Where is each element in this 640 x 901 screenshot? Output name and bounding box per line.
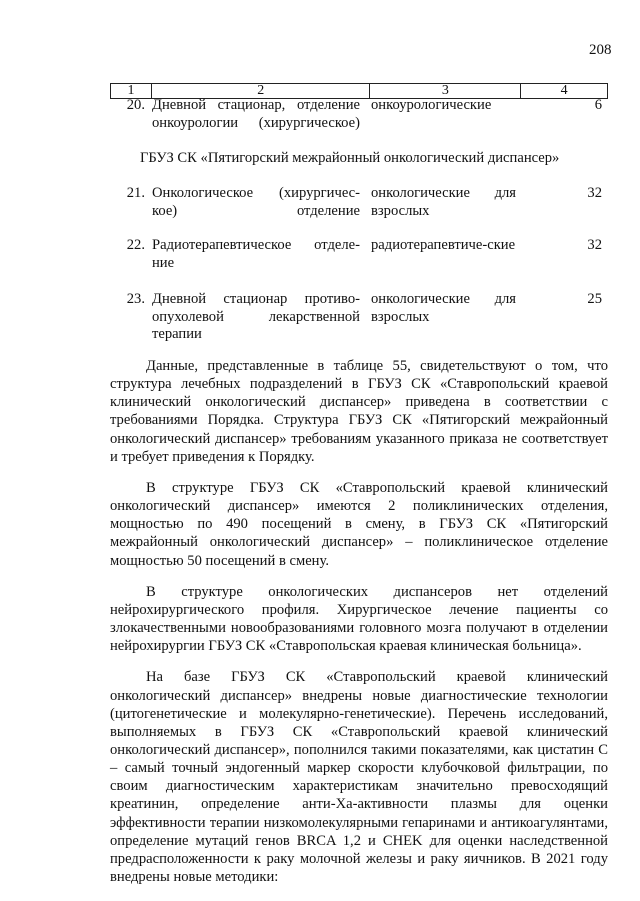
- row-number: 23.: [126, 291, 145, 307]
- paragraph: В структуре онкологических диспансеров нет отделений нейрохирургического профиля. Хирургическое лечение пациенты со злокачественными новообразованиями головного мозга получают в отделении нейрохирургии ГБУЗ СК «Ставропольская краевая клиническая больница».: [110, 583, 608, 655]
- body-text: [110, 357, 608, 899]
- unit-name: Радиотерапевтическое отделе-ние: [152, 237, 360, 271]
- paragraph: В структуре ГБУЗ СК «Ставропольский краевой клинический онкологический диспансер» имеются 2 поликлинических отделения, мощностью по 490 посещений в смену, в ГБУЗ СК «Пятигорский межрайонный онкологический диспансер» – поликлиническое отделение мощностью 50 посещений в смену.: [110, 479, 608, 569]
- paragraph: На базе ГБУЗ СК «Ставропольский краевой клинический онкологический диспансер» внедрены новые диагностические технологии (цитогенетические и молекулярно-генетические). Перечень исследований, выполняемых в ГБУЗ СК «Ставропольский краевой клинический онкологический диспансер», пополнился такими показателями, как цистатин С – самый точный эндогенный маркер скорости клубочковой фильтрации, по своим диагностическим характеристикам значительно превосходящий креатинин, определение анти-Ха-активности плазмы для оценки эффективности терапии низкомолекулярными гепаринами и антикоагулянтами, определение мутаций генов BRCA 1,2 и CHEK для оценки наследственной предрасположенности к раку молочной железы и раку яичников. В 2021 году внедрены новые методики:: [110, 669, 608, 886]
- column-number-4: 4: [521, 84, 608, 99]
- bed-count: 32: [587, 185, 602, 201]
- section-heading: ГБУЗ СК «Пятигорский межрайонный онкологический диспансер»: [140, 150, 560, 166]
- bed-count: 6: [594, 97, 602, 113]
- bed-profile: радиотерапевтиче-ские: [371, 237, 516, 253]
- unit-name: Онкологическое (хирургичес-кое) отделение: [152, 185, 360, 219]
- column-number-2: 2: [151, 84, 370, 99]
- bed-count: 32: [587, 237, 602, 253]
- bed-profile: онкоурологические: [371, 97, 492, 113]
- unit-name: Дневной стационар противо-опухолевой лекарственной терапии: [152, 291, 360, 342]
- row-number: 21.: [126, 185, 145, 201]
- column-number-1: 1: [111, 84, 152, 99]
- bed-count: 25: [587, 291, 602, 307]
- row-number: 22.: [126, 237, 145, 253]
- unit-name: Дневной стационар, отделение онкоурологии (хирургическое): [152, 97, 360, 131]
- column-number-3: 3: [370, 84, 521, 99]
- page-number: 208: [589, 42, 612, 58]
- bed-profile: онкологические для взрослых: [371, 185, 516, 219]
- bed-profile: онкологические для взрослых: [371, 291, 516, 325]
- row-number: 20.: [126, 97, 145, 113]
- paragraph: Данные, представленные в таблице 55, свидетельствуют о том, что структура лечебных подразделений в ГБУЗ СК «Ставропольский краевой клинический онкологический диспансер» приведена в соответствии с требованиями Порядка. Структура ГБУЗ СК «Пятигорский межрайонный онкологический диспансер» требованиям указанного приказа не соответствует и требует приведения к Порядку.: [110, 358, 608, 465]
